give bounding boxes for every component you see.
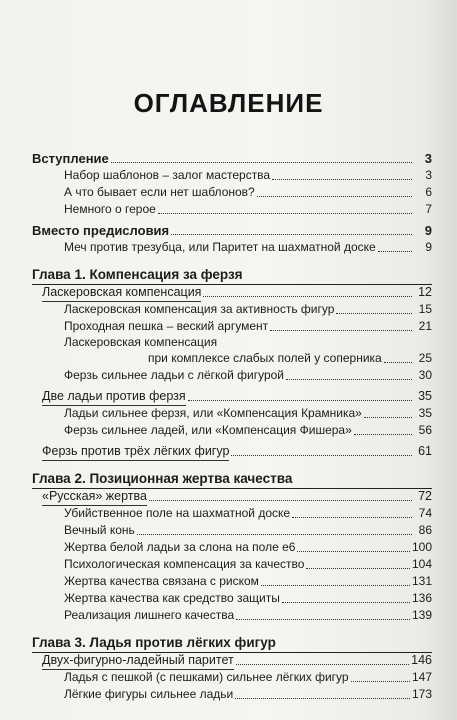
toc-entry-page: 6: [425, 185, 432, 199]
toc-entry[interactable]: [32, 350, 432, 367]
toc-entry-title: Психологическая компенсация за качество: [64, 557, 305, 571]
dot-leader: [137, 533, 412, 535]
toc-entry[interactable]: [32, 539, 432, 556]
toc-entry[interactable]: [32, 167, 432, 184]
dot-leader: [158, 212, 412, 214]
toc-entry[interactable]: [32, 607, 432, 624]
toc-entry-page: 9: [425, 240, 432, 254]
toc-entry-title: Ферзь сильнее ладей, или «Компенсация Фишера»: [64, 423, 352, 437]
dot-leader: [378, 250, 412, 252]
toc-entry-page: 3: [425, 168, 432, 182]
section-heading: [32, 284, 432, 301]
page-title: ОГЛАВЛЕНИЕ: [133, 88, 324, 118]
toc-entry-page: 173: [411, 687, 432, 701]
dot-leader: [188, 399, 412, 401]
toc-entry[interactable]: [32, 505, 432, 522]
toc-entry[interactable]: [32, 686, 432, 703]
toc-entry[interactable]: [32, 556, 432, 573]
spacer: [32, 460, 432, 469]
dot-leader: [278, 647, 412, 648]
toc-entry-page: 9: [424, 223, 432, 238]
toc-entry[interactable]: [32, 633, 432, 652]
dot-leader: [336, 312, 412, 314]
dot-leader: [261, 584, 410, 586]
toc-entry-title: Две ладьи против ферзя: [42, 389, 186, 403]
toc-entry-title: Убийственное поле на шахматной доске: [64, 506, 291, 520]
toc-entry-page: 72: [418, 489, 432, 503]
toc-entry-title: Жертва качества связана с риском: [64, 574, 259, 588]
toc-entry-page: 12: [418, 285, 432, 299]
toc-entry[interactable]: [32, 239, 432, 256]
dot-leader: [111, 161, 412, 163]
toc-entry[interactable]: [32, 150, 432, 167]
toc-entry-title: Немного о герое: [64, 202, 156, 216]
toc-entry-page: 30: [418, 368, 432, 382]
toc-entry-title: А что бывает если нет шаблонов?: [64, 185, 255, 199]
section-heading: [32, 652, 432, 669]
dot-leader: [236, 663, 409, 665]
toc-entry[interactable]: [32, 652, 432, 669]
toc-entry-title: при комплексе слабых полей у соперника: [148, 351, 382, 365]
toc-entry-title: Лёгкие фигуры сильнее ладьи: [64, 687, 234, 701]
toc-entry[interactable]: [32, 318, 432, 335]
dot-leader: [306, 567, 410, 569]
dot-leader: [171, 233, 412, 235]
toc-entry[interactable]: [32, 590, 432, 607]
toc-entry-title: Вечный конь: [64, 523, 135, 537]
dot-leader: [282, 601, 410, 603]
toc-entry[interactable]: [32, 184, 432, 201]
dot-leader: [286, 378, 412, 380]
toc-entry-title: Вступление: [32, 151, 109, 166]
dot-leader: [149, 499, 412, 501]
toc-entry-title: «Русская» жертва: [42, 489, 147, 503]
toc-entry[interactable]: [32, 422, 432, 439]
toc-entry[interactable]: [32, 222, 432, 239]
spacer: [32, 624, 432, 633]
section-underline: [42, 301, 201, 302]
toc-entry-title: Ферзь против трёх лёгких фигур: [42, 444, 230, 458]
toc-entry-title: Реализация лишнего качества: [64, 608, 235, 622]
section-underline: [42, 405, 186, 406]
toc-entry-title: Жертва белой ладьи за слона на поле е6: [64, 540, 296, 554]
toc-entry[interactable]: [32, 443, 432, 460]
toc-entry-title: Меч против трезубца, или Паритет на шахматной доске: [64, 240, 376, 254]
table-of-contents: [32, 150, 432, 703]
toc-entry-title: Ласкеровская компенсация: [42, 285, 202, 299]
toc-entry-title: Ласкеровская компенсация за активность фигур: [64, 302, 335, 316]
toc-entry[interactable]: [32, 388, 432, 405]
section-heading: [32, 388, 432, 405]
toc-entry-page: 74: [418, 506, 432, 520]
dot-leader: [203, 295, 412, 297]
toc-entry-title: Вместо предисловия: [32, 223, 170, 238]
toc-entry-page: 131: [411, 574, 432, 588]
toc-entry-page: 7: [425, 202, 432, 216]
spacer: [32, 256, 432, 265]
toc-entry-title: Глава 2. Позиционная жертва качества: [32, 471, 293, 486]
section-heading: [32, 488, 432, 505]
dot-leader: [231, 454, 412, 456]
toc-entry-page: 25: [418, 351, 432, 365]
toc-entry-title: Ладья с пешкой (с пешками) сильнее лёгких фигур: [64, 670, 349, 684]
toc-entry[interactable]: [32, 469, 432, 488]
toc-entry[interactable]: [32, 301, 432, 318]
toc-entry-title: Двух-фигурно-ладейный паритет: [42, 653, 234, 667]
dot-leader: [384, 361, 412, 363]
toc-entry-title: Глава 3. Ладья против лёгких фигур: [32, 635, 276, 650]
toc-entry[interactable]: [32, 405, 432, 422]
toc-entry-page: 104: [411, 557, 432, 571]
toc-entry-page: 61: [418, 444, 432, 458]
dot-leader: [294, 483, 412, 484]
dot-leader: [236, 618, 410, 620]
toc-entry[interactable]: [32, 522, 432, 539]
dot-leader: [257, 195, 412, 197]
toc-entry-page: 146: [411, 653, 432, 667]
toc-entry[interactable]: [32, 367, 432, 384]
toc-entry-page: 136: [411, 591, 432, 605]
toc-entry-page: 56: [418, 423, 432, 437]
dot-leader: [354, 433, 412, 435]
dot-leader: [270, 329, 412, 331]
dot-leader: [297, 550, 410, 552]
toc-entry[interactable]: [32, 669, 432, 686]
section-underline: [42, 505, 147, 506]
section-underline: [42, 460, 229, 461]
dot-leader: [235, 697, 410, 699]
section-heading: [32, 443, 432, 460]
toc-entry[interactable]: [32, 573, 432, 590]
toc-entry-page: 147: [411, 670, 432, 684]
dot-leader: [245, 279, 412, 280]
toc-entry-page: 100: [411, 540, 432, 554]
toc-entry-page: 35: [418, 406, 432, 420]
chapter-heading: [32, 469, 432, 488]
toc-entry-title: Проходная пешка – веский аргумент: [64, 319, 269, 333]
toc-entry-title: Ласкеровская компенсация: [64, 335, 218, 349]
chapter-heading: [32, 633, 432, 652]
toc-entry-title: Ладьи сильнее ферзя, или «Компенсация Крамника»: [64, 406, 362, 420]
toc-entry-page: 21: [418, 319, 432, 333]
chapter-heading: [32, 265, 432, 284]
toc-entry[interactable]: [32, 265, 432, 284]
toc-entry-page: 86: [418, 523, 432, 537]
toc-entry[interactable]: [32, 488, 432, 505]
dot-leader: [292, 516, 412, 518]
toc-entry[interactable]: [32, 335, 432, 350]
toc-entry-title: Жертва качества как средство защиты: [64, 591, 280, 605]
toc-entry-page: 35: [418, 389, 432, 403]
dot-leader: [272, 178, 412, 180]
dot-leader: [219, 345, 412, 346]
toc-entry-page: 15: [418, 302, 432, 316]
toc-entry-title: Глава 1. Компенсация за ферзя: [32, 267, 243, 282]
toc-entry[interactable]: [32, 284, 432, 301]
toc-entry-title: Ферзь сильнее ладьи с лёгкой фигурой: [64, 368, 285, 382]
dot-leader: [364, 416, 412, 418]
section-underline: [42, 669, 234, 670]
toc-entry-title: Набор шаблонов – залог мастерства: [64, 168, 271, 182]
toc-entry-page: 3: [424, 151, 432, 166]
toc-entry-page: 139: [411, 608, 432, 622]
toc-entry[interactable]: [32, 201, 432, 218]
dot-leader: [351, 680, 410, 682]
